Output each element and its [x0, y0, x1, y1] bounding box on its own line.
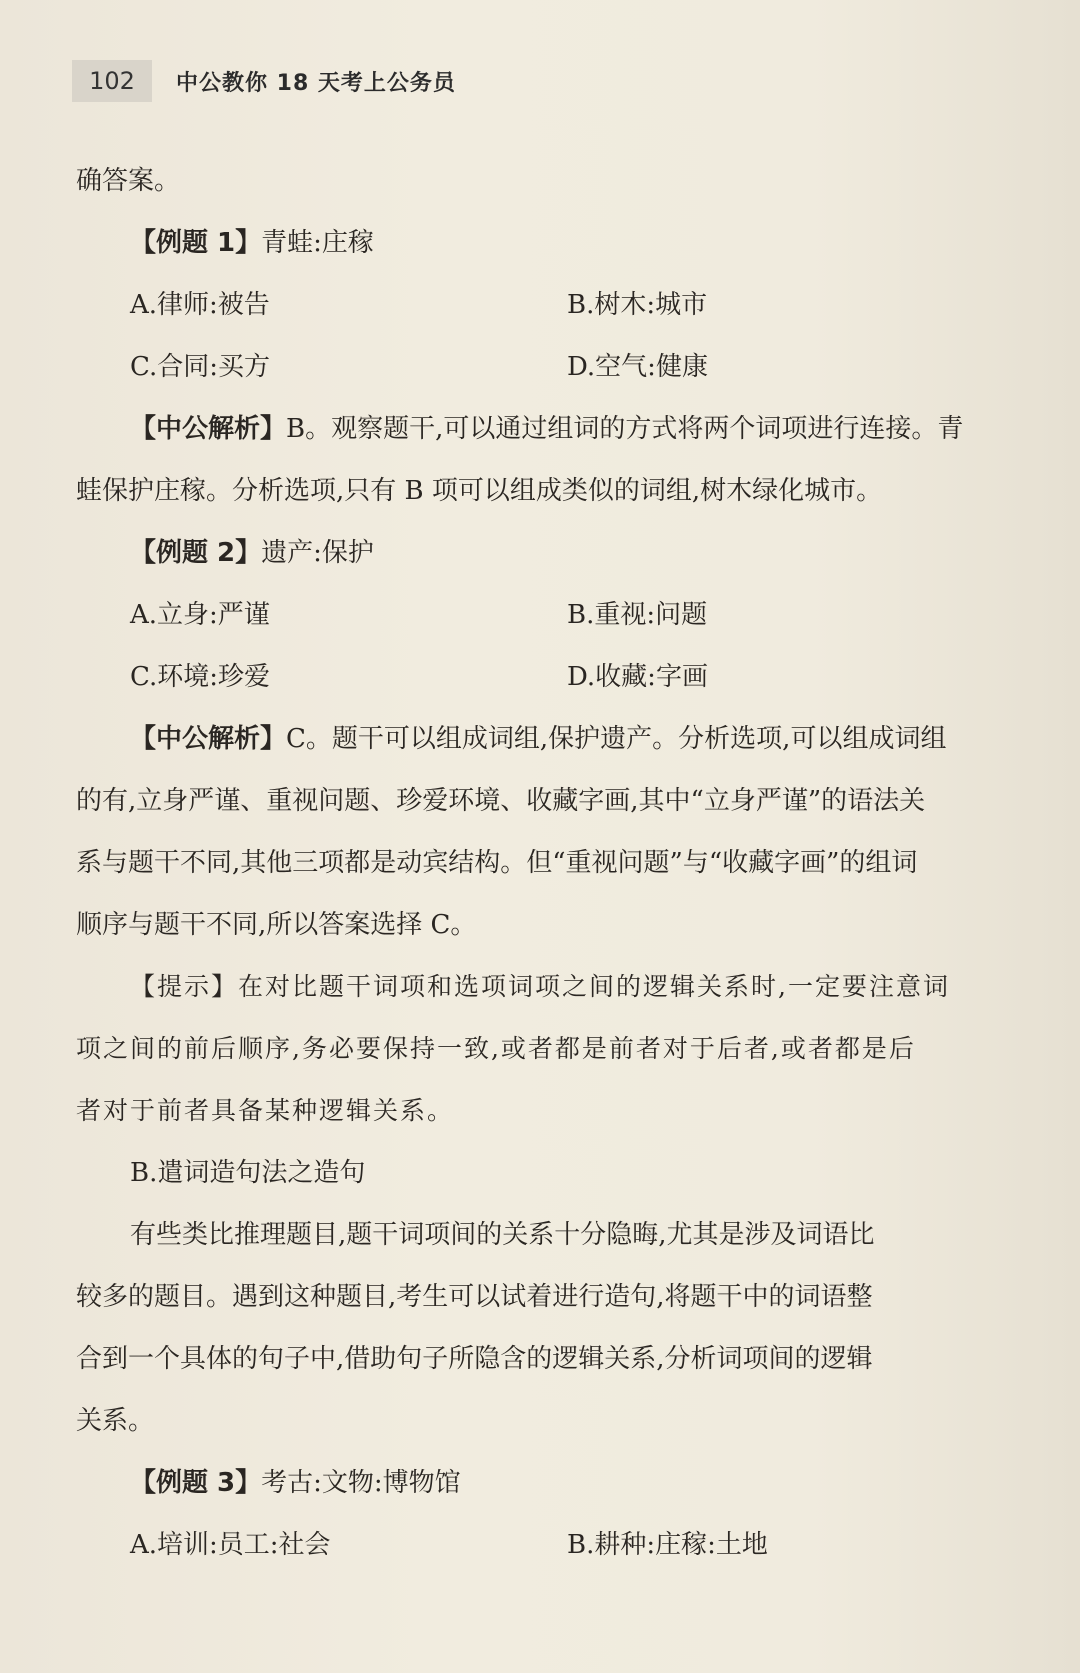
analysis-1-line-1	[76, 398, 1032, 460]
example-2-option-c: C.环境:珍爱	[130, 662, 270, 692]
example-2-stem: 遗产:保护	[261, 538, 374, 568]
paragraph-line-1: 有些类比推理题目,题干词项间的关系十分隐晦,尤其是涉及词语比	[130, 1220, 875, 1250]
hint-line-1: 【提示】在对比题干词项和选项词项之间的逻辑关系时,一定要注意词	[130, 972, 950, 1001]
example-3-label: 【例题 3】	[130, 1468, 262, 1498]
example-1-question	[76, 212, 1032, 274]
paragraph-line-2: 较多的题目。遇到这种题目,考生可以试着进行造句,将题干中的词语整	[76, 1282, 873, 1312]
analysis-1-text: B。观察题干,可以通过组词的方式将两个词项进行连接。青	[286, 414, 964, 444]
continued-line: 确答案。	[76, 166, 181, 196]
analysis-2-label: 【中公解析】	[130, 724, 287, 754]
example-2-option-d: D.收藏:字画	[567, 662, 708, 692]
example-2-label: 【例题 2】	[130, 538, 262, 568]
book-title: 中公教你 18 天考上公务员	[176, 70, 456, 96]
example-2-options-row-2	[76, 646, 1032, 708]
example-3-option-a: A.培训:员工:社会	[130, 1530, 331, 1560]
example-1-option-b: B.树木:城市	[567, 290, 708, 320]
example-2-question	[76, 522, 1032, 584]
example-2-option-b: B.重视:问题	[567, 600, 708, 630]
example-3-option-b: B.耕种:庄稼:土地	[567, 1530, 768, 1560]
analysis-2-line-4: 顺序与题干不同,所以答案选择 C。	[76, 910, 477, 940]
section-b-heading: B.遣词造句法之造句	[130, 1158, 366, 1188]
page-body	[76, 150, 1032, 1576]
example-1-label: 【例题 1】	[130, 228, 262, 258]
example-3-options-row-1	[76, 1514, 1032, 1576]
paragraph-line-3: 合到一个具体的句子中,借助句子所隐含的逻辑关系,分析词项间的逻辑	[76, 1344, 873, 1374]
hint-line-3: 者对于前者具备某种逻辑关系。	[76, 1096, 455, 1125]
example-1-option-c: C.合同:买方	[130, 352, 270, 382]
page-number: 102	[72, 60, 152, 102]
analysis-1-line-2: 蛙保护庄稼。分析选项,只有 B 项可以组成类似的词组,树木绿化城市。	[76, 476, 883, 506]
analysis-2-line-3: 系与题干不同,其他三项都是动宾结构。但“重视问题”与“收藏字画”的组词	[76, 848, 918, 878]
analysis-2-line-2: 的有,立身严谨、重视问题、珍爱环境、收藏字画,其中“立身严谨”的语法关	[76, 786, 926, 816]
example-1-stem: 青蛙:庄稼	[261, 228, 374, 258]
example-3-stem: 考古:文物:博物馆	[261, 1468, 461, 1498]
paragraph-line-4: 关系。	[76, 1406, 155, 1436]
example-1-option-a: A.律师:被告	[130, 290, 270, 320]
example-2-option-a: A.立身:严谨	[130, 600, 270, 630]
example-1-option-d: D.空气:健康	[567, 352, 708, 382]
example-1-options-row-1	[76, 274, 1032, 336]
example-2-options-row-1	[76, 584, 1032, 646]
hint-line-2: 项之间的前后顺序,务必要保持一致,或者都是前者对于后者,或者都是后	[76, 1034, 916, 1063]
page-header	[72, 56, 456, 106]
analysis-1-label: 【中公解析】	[130, 414, 287, 444]
analysis-2-line-1	[76, 708, 1032, 770]
analysis-2-text: C。题干可以组成词组,保护遗产。分析选项,可以组成词组	[286, 724, 947, 754]
example-1-options-row-2	[76, 336, 1032, 398]
example-3-question	[76, 1452, 1032, 1514]
